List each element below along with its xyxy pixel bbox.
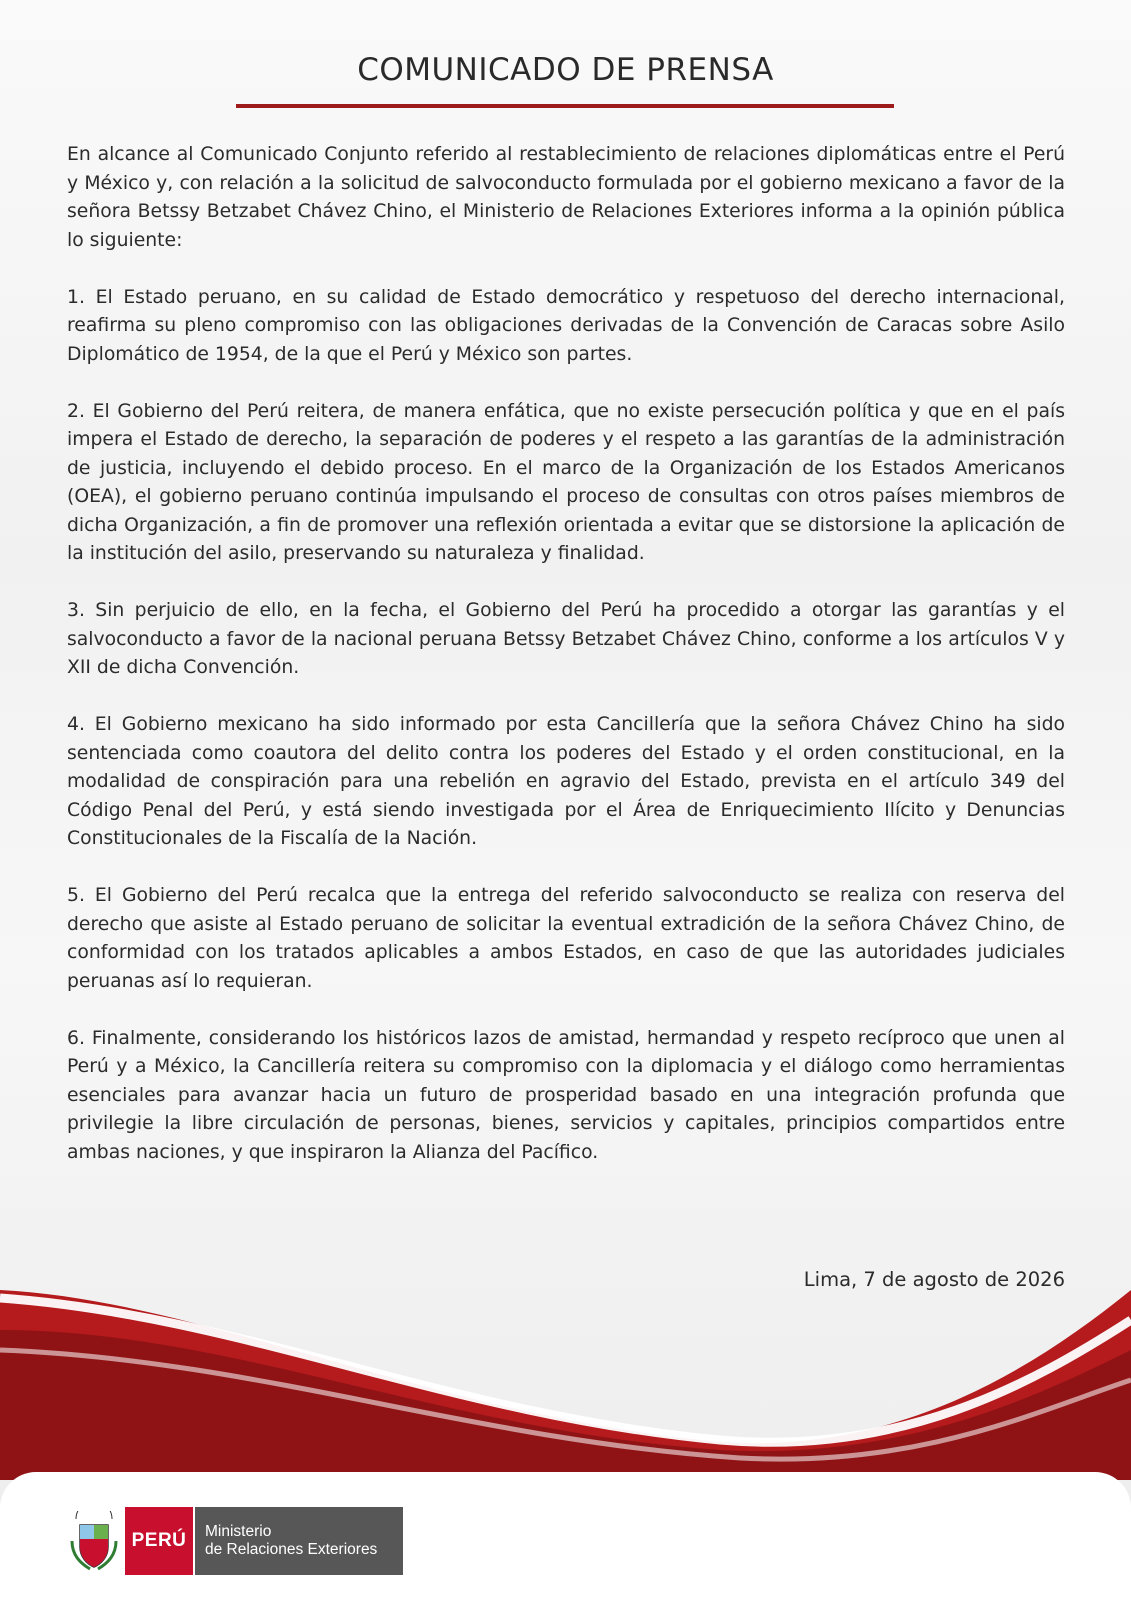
- paragraph-2: 2. El Gobierno del Perú reitera, de manera enfática, que no existe persecución política y que en el país impera el Estado de derecho, la separación de poderes y el respeto a las garantías de la administración de justicia, incluyendo el debido proceso. En el marco de la Organización de los Estados Americanos (OEA), el gobierno peruano continúa impulsando el proceso de consultas con otros países miembros de dicha Organización, a fin de promover una reflexión orientada a evitar que se distorsione la aplicación de la institución del asilo, preservando su naturaleza y finalidad.: [67, 400, 1065, 564]
- ministry-name-line-2: de Relaciones Exteriores: [205, 1541, 378, 1558]
- date-line: Lima, 7 de agosto de 2026: [803, 1268, 1065, 1291]
- ministry-name: [195, 1507, 403, 1575]
- press-release-body: [67, 141, 1065, 1196]
- coat-of-arms-icon: [68, 1511, 120, 1573]
- paragraph-3: 3. Sin perjuicio de ello, en la fecha, el Gobierno del Perú ha procedido a otorgar las garantías y el salvoconducto a favor de la nacional peruana Betssy Betzabet Chávez Chino, conforme a los artículos V y XII de dicha Convención.: [67, 600, 1065, 678]
- paragraph-6: 6. Finalmente, considerando los históricos lazos de amistad, hermandad y respeto recíproco que unen al Perú y a México, la Cancillería reitera su compromiso con la diplomacia y el diálogo como herramientas esenciales para avanzar hacia un futuro de prosperidad basado en una integración profunda que privilegie la libre circulación de personas, bienes, servicios y capitales, principios compartidos entre ambas naciones, y que inspiraron la Alianza del Pacífico.: [67, 1027, 1065, 1163]
- paragraph-4: 4. El Gobierno mexicano ha sido informado por esta Cancillería que la señora Chávez Chino ha sido sentenciada como coautora del delito contra los poderes del Estado y el orden constitucional, en la modalidad de conspiración para una rebelión en agravio del Estado, prevista en el artículo 349 del Código Penal del Perú, y está siendo investigada por el Área de Enriquecimiento Ilícito y Denuncias Constitucionales de la Fiscalía de la Nación.: [67, 714, 1065, 849]
- ministry-logo: [68, 1507, 403, 1575]
- paragraph-1: 1. El Estado peruano, en su calidad de Estado democrático y respetuoso del derecho internacional, reafirma su pleno compromiso con las obligaciones derivadas de la Convención de Caracas sobre Asilo Diplomático de 1954, de la que el Perú y México son partes.: [67, 286, 1065, 365]
- ministry-name-line-1: Ministerio: [205, 1523, 272, 1540]
- title-underline: [236, 104, 894, 108]
- intro-paragraph: En alcance al Comunicado Conjunto referido al restablecimiento de relaciones diplomáticas entre el Perú y México y, con relación a la solicitud de salvoconducto formulada por el gobierno mexicano a favor de la señora Betssy Betzabet Chávez Chino, el Ministerio de Relaciones Exteriores informa a la opinión pública lo siguiente:: [67, 144, 1065, 251]
- flag-ribbon-decoration: [0, 1290, 1131, 1480]
- page-title: COMUNICADO DE PRENSA: [357, 52, 774, 88]
- peru-mark: PERÚ: [125, 1507, 193, 1575]
- paragraph-5: 5. El Gobierno del Perú recalca que la entrega del referido salvoconducto se realiza con reserva del derecho que asiste al Estado peruano de solicitar la eventual extradición de la señora Chávez Chino, de conformidad con los tratados aplicables a ambos Estados, en caso de que las autoridades judiciales peruanas así lo requieran.: [67, 885, 1065, 992]
